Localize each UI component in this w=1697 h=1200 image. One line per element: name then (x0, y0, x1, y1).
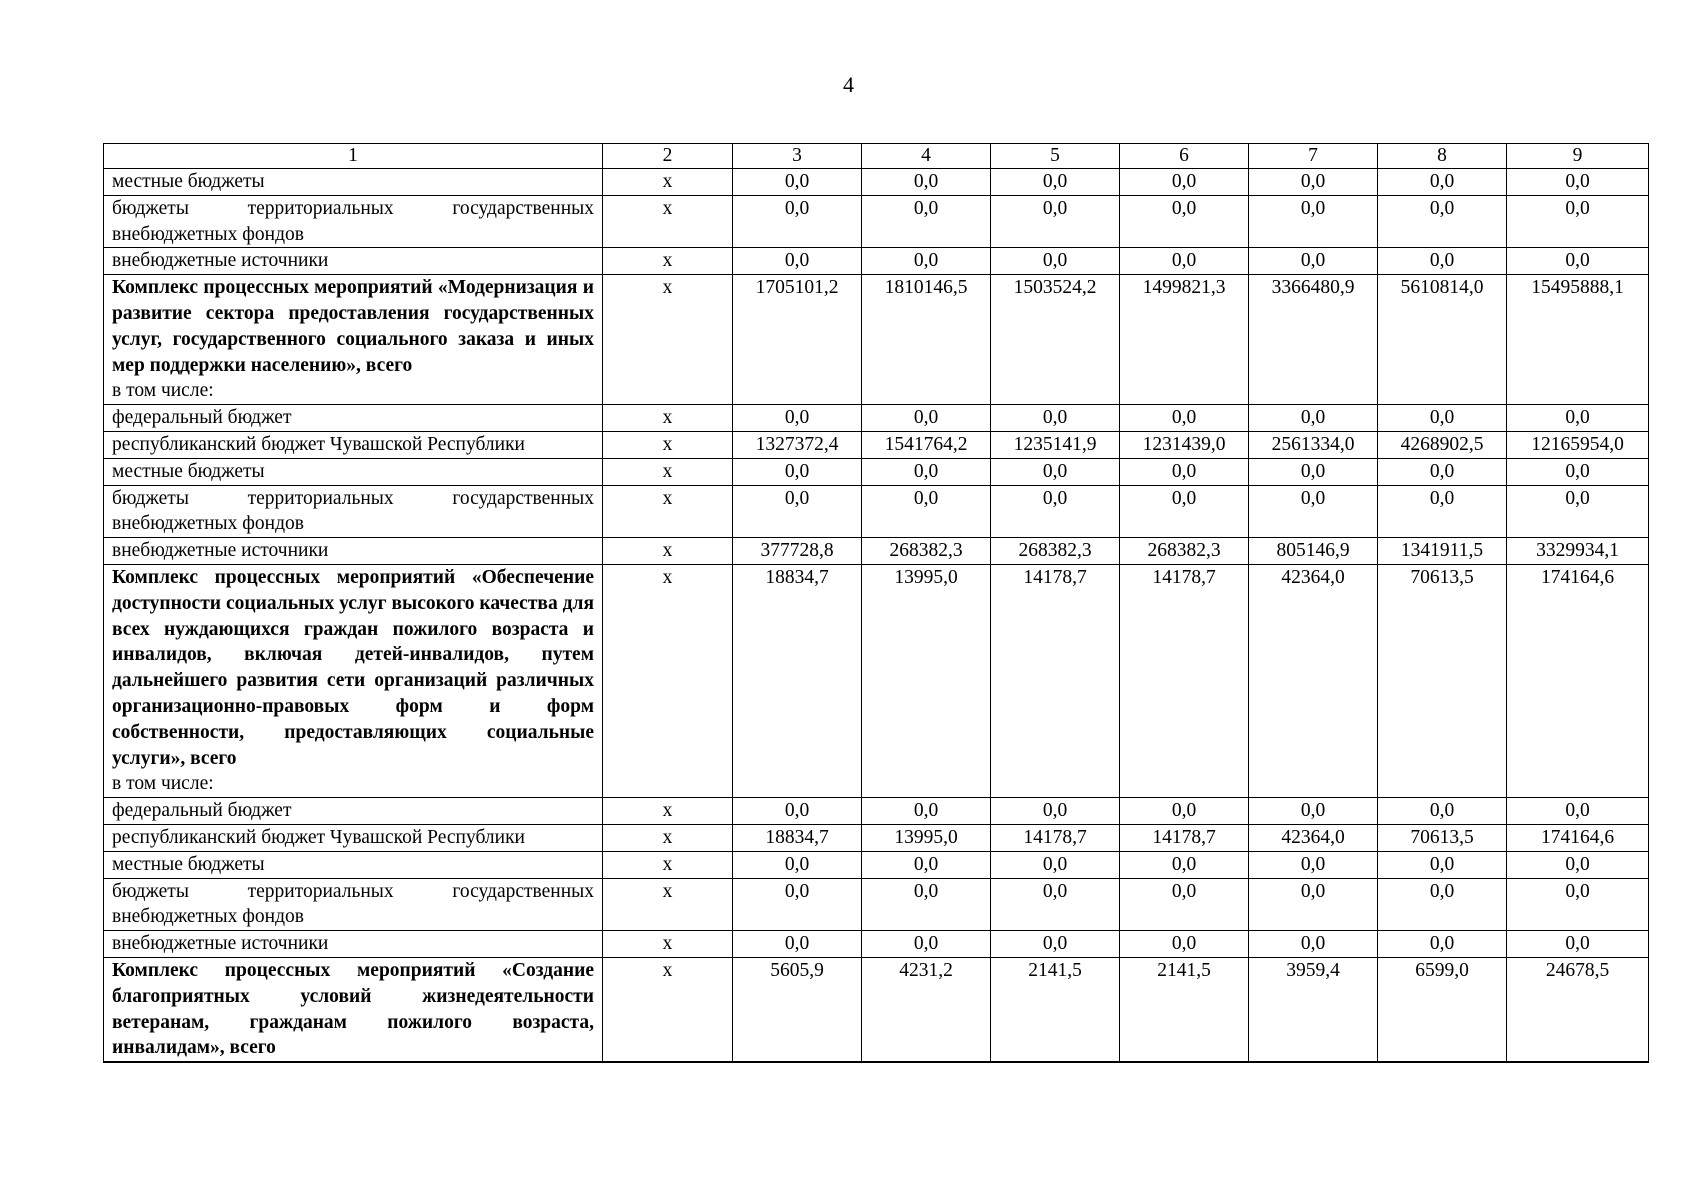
row-name: бюджеты территориальных государственных внебюджетных фондов (112, 880, 594, 928)
row-marker: х (603, 431, 733, 458)
value-cell: 0,0 (1507, 931, 1649, 958)
row-marker: х (603, 931, 733, 958)
page-number: 4 (843, 72, 854, 97)
table-row (104, 458, 1649, 485)
value-cell: 0,0 (862, 878, 991, 931)
value-cell: 0,0 (733, 169, 862, 196)
budget-table (103, 143, 1649, 1063)
value-cell: 0,0 (862, 169, 991, 196)
value-cell: 0,0 (1120, 195, 1249, 248)
value-cell: 0,0 (1249, 878, 1378, 931)
value-cell: 2561334,0 (1249, 431, 1378, 458)
value-cell: 0,0 (1249, 458, 1378, 485)
column-header: 4 (862, 144, 991, 169)
value-cell: 0,0 (1120, 248, 1249, 275)
row-marker: х (603, 275, 733, 405)
value-cell: 0,0 (991, 458, 1120, 485)
value-cell: 0,0 (1507, 195, 1649, 248)
value-cell: 5610814,0 (1378, 275, 1507, 405)
value-cell: 0,0 (1507, 485, 1649, 538)
value-cell: 0,0 (991, 878, 1120, 931)
value-cell: 0,0 (1120, 931, 1249, 958)
value-cell: 1705101,2 (733, 275, 862, 405)
value-cell: 805146,9 (1249, 538, 1378, 565)
row-name-cell (104, 851, 603, 878)
value-cell: 0,0 (1378, 798, 1507, 825)
value-cell: 0,0 (1249, 248, 1378, 275)
table-row (104, 169, 1649, 196)
value-cell: 0,0 (1120, 851, 1249, 878)
value-cell: 18834,7 (733, 824, 862, 851)
value-cell: 0,0 (1378, 458, 1507, 485)
value-cell: 1503524,2 (991, 275, 1120, 405)
row-name: Комплекс процессных мероприятий «Создание благоприятных условий жизнедеятельности ветеранам, гражданам пожилого возраста, инвалидам», всего (112, 959, 594, 1059)
row-name-cell (104, 824, 603, 851)
value-cell: 0,0 (1249, 169, 1378, 196)
value-cell: 13995,0 (862, 564, 991, 797)
value-cell: 377728,8 (733, 538, 862, 565)
value-cell: 0,0 (862, 485, 991, 538)
value-cell: 2141,5 (991, 957, 1120, 1062)
table-body (104, 144, 1649, 1063)
row-marker: х (603, 169, 733, 196)
column-number-row (104, 144, 1649, 169)
value-cell: 0,0 (733, 405, 862, 432)
value-cell: 3959,4 (1249, 957, 1378, 1062)
row-name-cell (104, 538, 603, 565)
value-cell: 5605,9 (733, 957, 862, 1062)
value-cell: 0,0 (1507, 169, 1649, 196)
row-name: республиканский бюджет Чувашской Республики (112, 826, 525, 848)
value-cell: 0,0 (733, 458, 862, 485)
value-cell: 0,0 (1249, 851, 1378, 878)
value-cell: 0,0 (733, 798, 862, 825)
column-header: 8 (1378, 144, 1507, 169)
row-marker: х (603, 957, 733, 1062)
value-cell: 3329934,1 (1507, 538, 1649, 565)
column-header: 5 (991, 144, 1120, 169)
value-cell: 15495888,1 (1507, 275, 1649, 405)
row-subtitle: в том числе: (112, 773, 214, 795)
value-cell: 42364,0 (1249, 564, 1378, 797)
value-cell: 0,0 (1249, 931, 1378, 958)
column-header: 1 (104, 144, 603, 169)
row-marker: х (603, 564, 733, 797)
value-cell: 1341911,5 (1378, 538, 1507, 565)
row-name-cell (104, 931, 603, 958)
row-name: федеральный бюджет (112, 800, 292, 822)
value-cell: 1810146,5 (862, 275, 991, 405)
value-cell: 0,0 (991, 931, 1120, 958)
value-cell: 14178,7 (1120, 564, 1249, 797)
value-cell: 0,0 (733, 931, 862, 958)
row-name: Комплекс процессных мероприятий «Модернизация и развитие сектора предоставления государственных услуг, государственного социального заказа и иных мер поддержки населению», всего (112, 277, 594, 376)
value-cell: 0,0 (991, 169, 1120, 196)
value-cell: 0,0 (991, 798, 1120, 825)
row-name-cell (104, 458, 603, 485)
value-cell: 1235141,9 (991, 431, 1120, 458)
row-marker: х (603, 538, 733, 565)
value-cell: 0,0 (1378, 169, 1507, 196)
table-row (104, 405, 1649, 432)
row-name-cell (104, 169, 603, 196)
value-cell: 0,0 (1120, 458, 1249, 485)
value-cell: 0,0 (862, 798, 991, 825)
value-cell: 0,0 (991, 405, 1120, 432)
value-cell: 0,0 (1249, 195, 1378, 248)
row-name-cell (104, 564, 603, 797)
value-cell: 0,0 (1120, 798, 1249, 825)
row-name: бюджеты территориальных государственных внебюджетных фондов (112, 197, 594, 245)
value-cell: 4231,2 (862, 957, 991, 1062)
table-row (104, 485, 1649, 538)
value-cell: 0,0 (1378, 405, 1507, 432)
column-header: 7 (1249, 144, 1378, 169)
row-name-cell (104, 248, 603, 275)
value-cell: 0,0 (1120, 878, 1249, 931)
value-cell: 0,0 (733, 878, 862, 931)
value-cell: 0,0 (1507, 458, 1649, 485)
table-row (104, 248, 1649, 275)
value-cell: 12165954,0 (1507, 431, 1649, 458)
column-header: 6 (1120, 144, 1249, 169)
row-marker: х (603, 878, 733, 931)
value-cell: 174164,6 (1507, 564, 1649, 797)
row-name: местные бюджеты (112, 171, 265, 192)
value-cell: 0,0 (991, 248, 1120, 275)
value-cell: 0,0 (862, 851, 991, 878)
value-cell: 0,0 (1507, 878, 1649, 931)
table-row (104, 851, 1649, 878)
value-cell: 14178,7 (991, 564, 1120, 797)
row-name: внебюджетные источники (112, 540, 329, 562)
value-cell: 1231439,0 (1120, 431, 1249, 458)
table-row (104, 878, 1649, 931)
table-row (104, 824, 1649, 851)
value-cell: 0,0 (1507, 405, 1649, 432)
value-cell: 24678,5 (1507, 957, 1649, 1062)
value-cell: 0,0 (1378, 485, 1507, 538)
value-cell: 42364,0 (1249, 824, 1378, 851)
row-marker: х (603, 798, 733, 825)
row-name: внебюджетные источники (112, 933, 329, 955)
value-cell: 0,0 (991, 195, 1120, 248)
value-cell: 268382,3 (991, 538, 1120, 565)
value-cell: 174164,6 (1507, 824, 1649, 851)
value-cell: 0,0 (733, 248, 862, 275)
row-name: местные бюджеты (112, 853, 265, 875)
value-cell: 268382,3 (862, 538, 991, 565)
value-cell: 0,0 (1378, 248, 1507, 275)
row-subtitle: в том числе: (112, 380, 214, 402)
value-cell: 70613,5 (1378, 564, 1507, 797)
row-marker: х (603, 485, 733, 538)
value-cell: 0,0 (991, 485, 1120, 538)
row-name: республиканский бюджет Чувашской Республики (112, 433, 525, 455)
value-cell: 0,0 (1120, 169, 1249, 196)
row-name-cell (104, 275, 603, 405)
value-cell: 0,0 (733, 851, 862, 878)
value-cell: 0,0 (1507, 248, 1649, 275)
value-cell: 0,0 (862, 195, 991, 248)
column-header: 9 (1507, 144, 1649, 169)
value-cell: 14178,7 (991, 824, 1120, 851)
value-cell: 0,0 (1249, 405, 1378, 432)
row-name-cell (104, 485, 603, 538)
value-cell: 0,0 (1378, 851, 1507, 878)
value-cell: 0,0 (1378, 931, 1507, 958)
value-cell: 18834,7 (733, 564, 862, 797)
complex-row (104, 275, 1649, 405)
value-cell: 1327372,4 (733, 431, 862, 458)
value-cell: 0,0 (1249, 798, 1378, 825)
value-cell: 0,0 (991, 851, 1120, 878)
row-marker: х (603, 405, 733, 432)
table-row (104, 931, 1649, 958)
value-cell: 0,0 (1378, 195, 1507, 248)
value-cell: 0,0 (1120, 485, 1249, 538)
row-marker: х (603, 851, 733, 878)
row-name-cell (104, 957, 603, 1062)
column-header: 2 (603, 144, 733, 169)
value-cell: 268382,3 (1120, 538, 1249, 565)
value-cell: 0,0 (862, 248, 991, 275)
column-header: 3 (733, 144, 862, 169)
table-row (104, 538, 1649, 565)
table-row (104, 798, 1649, 825)
value-cell: 0,0 (1249, 485, 1378, 538)
value-cell: 0,0 (862, 458, 991, 485)
value-cell: 0,0 (1378, 878, 1507, 931)
value-cell: 0,0 (1120, 405, 1249, 432)
row-name: внебюджетные источники (112, 250, 329, 272)
row-name: федеральный бюджет (112, 407, 292, 429)
value-cell: 0,0 (733, 195, 862, 248)
value-cell: 0,0 (1507, 851, 1649, 878)
value-cell: 4268902,5 (1378, 431, 1507, 458)
complex-row (104, 564, 1649, 797)
row-name-cell (104, 878, 603, 931)
row-name-cell (104, 195, 603, 248)
value-cell: 3366480,9 (1249, 275, 1378, 405)
value-cell: 0,0 (733, 485, 862, 538)
value-cell: 1499821,3 (1120, 275, 1249, 405)
value-cell: 0,0 (862, 405, 991, 432)
row-marker: х (603, 195, 733, 248)
value-cell: 14178,7 (1120, 824, 1249, 851)
row-name-cell (104, 431, 603, 458)
value-cell: 1541764,2 (862, 431, 991, 458)
value-cell: 0,0 (862, 931, 991, 958)
row-name: Комплекс процессных мероприятий «Обеспечение доступности социальных услуг высокого качества для всех нуждающихся граждан пожилого возраста и инвалидов, включая детей-инвалидов, путем дальнейшего развития сети организаций различных организационно-правовых форм и форм собственности, предоставляющих социальные услуги», всего (112, 566, 594, 769)
row-name: местные бюджеты (112, 460, 265, 482)
value-cell: 0,0 (1507, 798, 1649, 825)
table-row (104, 195, 1649, 248)
value-cell: 6599,0 (1378, 957, 1507, 1062)
row-marker: х (603, 248, 733, 275)
table-row (104, 431, 1649, 458)
row-marker: х (603, 824, 733, 851)
value-cell: 70613,5 (1378, 824, 1507, 851)
value-cell: 2141,5 (1120, 957, 1249, 1062)
value-cell: 13995,0 (862, 824, 991, 851)
row-name-cell (104, 798, 603, 825)
complex-row (104, 957, 1649, 1062)
row-name-cell (104, 405, 603, 432)
row-marker: х (603, 458, 733, 485)
row-name: бюджеты территориальных государственных внебюджетных фондов (112, 487, 594, 535)
